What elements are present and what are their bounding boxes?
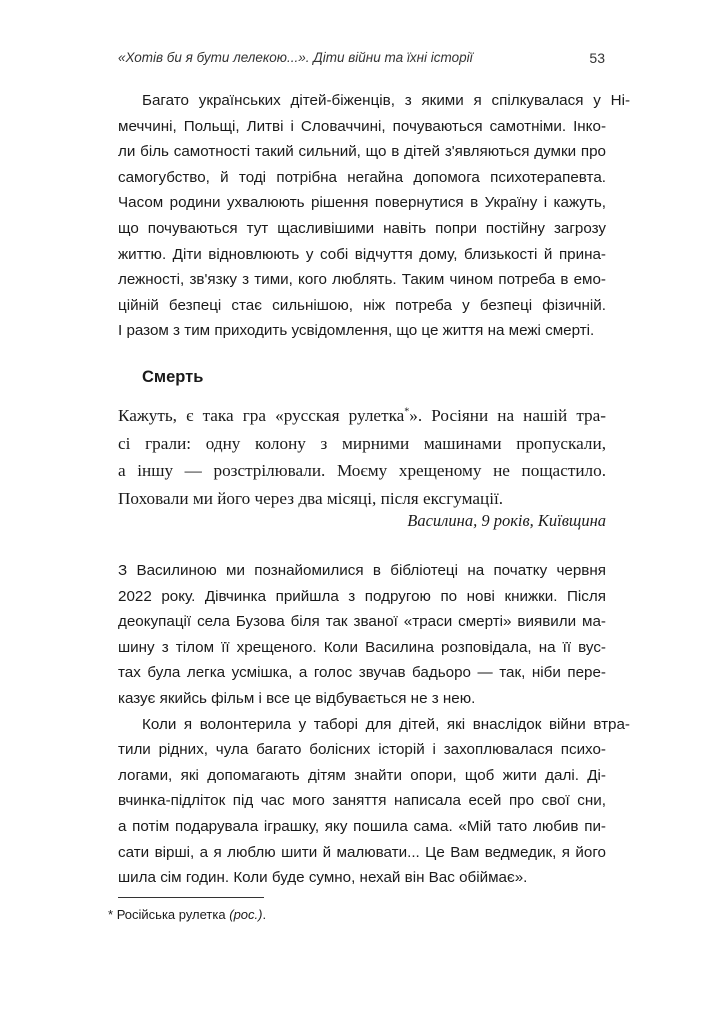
- epigraph-line: сі грали: одну колону з мирними машинами пропускали,: [118, 433, 606, 453]
- paragraph-refugee-children: [118, 88, 630, 114]
- footnote-text: Російська рулетка: [116, 907, 226, 922]
- epigraph-line: [118, 402, 606, 430]
- section-heading: Смерть: [142, 368, 204, 386]
- paragraph-volunteering-cont: [118, 737, 606, 891]
- page-number: 53: [589, 50, 605, 66]
- footnote: [108, 907, 266, 922]
- text-line: логами, які допомагають дітям знайти опори, щоб жити далі. Ді-: [118, 766, 606, 784]
- text-line: З Василиною ми познайомилися в бібліотеці на початку червня: [118, 562, 606, 579]
- footnote-language-note: (рос.): [229, 907, 263, 922]
- epigraph-line-end: ». Росіяни на нашій тра-: [409, 406, 606, 425]
- text-line: тах була легка усмішка, а голос звучав бадьоро — так, ніби пере-: [118, 664, 606, 682]
- text-line: 2022 року. Дівчинка прийшла з подругою по нові книжки. Після: [118, 587, 606, 605]
- epigraph-line-start: Кажуть, є така гра «русская рулетка: [118, 406, 405, 425]
- footnote-reference: *: [404, 406, 410, 418]
- running-title: «Хотів би я бути лелекою...». Діти війни та їхні історії: [118, 50, 473, 65]
- footnote-mark: *: [108, 907, 114, 922]
- text-line: вчинка-підліток під час мого заняття написала есей про свої сни,: [118, 792, 606, 810]
- epigraph-quote: [118, 402, 606, 512]
- text-line: Часом родини ухвалюють рішення повернутися в Україну і кажуть,: [118, 194, 606, 212]
- epigraph-line: а іншу — розстрілювали. Моєму хрещеному не пощастило.: [118, 461, 606, 480]
- text-line: життю. Діти відновлюють у собі відчуття дому, близькості й прина-: [118, 245, 606, 263]
- footnote-divider: [118, 897, 264, 898]
- paragraph-refugee-children-cont: [118, 114, 606, 344]
- text-line: сати вірші, а я люблю шити й малювати... Це Вам ведмедик, я його: [118, 843, 606, 861]
- text-line: а потім подарувала іграшку, яку пошила сама. «Мій тато любив пи-: [118, 817, 606, 835]
- footnote-end: .: [262, 907, 267, 922]
- text-line: Коли я волонтерила у таборі для дітей, які внаслідок війни втра-: [142, 715, 630, 733]
- epigraph-attribution: Василина, 9 років, Київщина: [407, 511, 606, 530]
- text-line: Багато українських дітей-біженців, з якими я спілкувалася у Ні-: [142, 92, 630, 109]
- text-line: що почуваються тут щасливішими навіть попри постійну загрозу: [118, 219, 606, 237]
- text-line: деокупації села Бузова біля так званої «траси смерті» виявили ма-: [118, 613, 606, 631]
- text-line: ційній безпеці стає сильнішою, ніж потреба у безпеці фізичній.: [118, 296, 606, 314]
- text-line: самогубство, й тоді потрібна негайна допомога психотерапевта.: [118, 168, 606, 186]
- text-line: лежності, зв'язку з тими, кого люблять. Таким чином потреба в емо-: [118, 271, 606, 289]
- paragraph-volunteering: [118, 712, 630, 738]
- text-line: меччині, Польщі, Литві і Словаччині, почуваються самотніми. Інко-: [118, 117, 606, 135]
- text-line: шину з тілом її хрещеного. Коли Василина розповідала, на її вус-: [118, 638, 606, 656]
- paragraph-vasylyna: [118, 558, 606, 712]
- epigraph-line: Поховали ми його через два місяці, після ексгумації.: [118, 488, 504, 508]
- text-line: шила сім годин. Коли буде сумно, нехай він Вас обіймає».: [118, 869, 528, 887]
- text-line: ли біль самотності такий сильний, що в дітей з'являються думки про: [118, 143, 606, 161]
- text-line: казує якийсь фільм і все це відбувається не з нею.: [118, 689, 476, 707]
- text-line: І разом з тим приходить усвідомлення, що це життя на межі смерті.: [118, 322, 595, 340]
- text-line: тили рідних, чула багато болісних історій і захоплювалася психо-: [118, 741, 606, 759]
